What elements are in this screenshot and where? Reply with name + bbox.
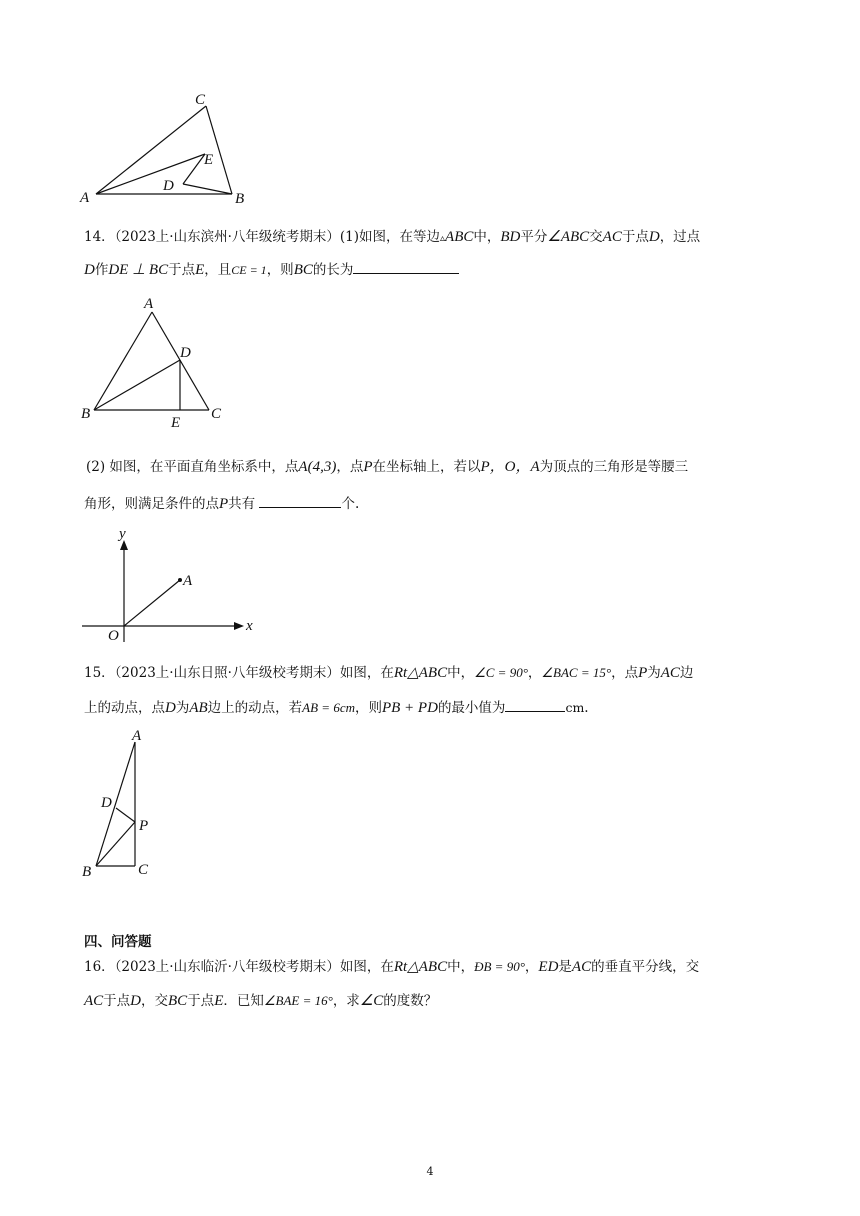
math-bc: BC: [168, 993, 188, 1009]
q15-line-1: [84, 663, 784, 683]
segment-ae: [96, 154, 205, 194]
segment-ac: [96, 106, 206, 194]
answer-blank-14-1[interactable]: [353, 259, 459, 274]
q16-text: 的垂直平分线，交: [591, 959, 700, 975]
label-x: x: [246, 618, 253, 634]
math-bd: BD: [500, 229, 521, 245]
label-e: E: [204, 152, 214, 168]
label-a: A: [80, 190, 90, 206]
math-d: D: [130, 993, 142, 1009]
math-p: P: [219, 496, 229, 512]
q15-text: 中，: [447, 665, 475, 681]
q14-text: 于点: [168, 262, 196, 278]
q14-text: 个.: [341, 496, 360, 512]
math-poa: P，O，A: [480, 459, 540, 475]
math-angle-b: ÐB = 90°: [474, 959, 525, 974]
q16-text: ，求: [332, 993, 360, 1009]
q14-text: 在坐标轴上，若以: [372, 459, 481, 475]
q14-text: ，过点: [659, 229, 701, 245]
section-heading: 四、问答题: [84, 934, 152, 950]
q14-text: 的长为: [312, 262, 354, 278]
q14-text: 共有: [228, 496, 256, 512]
math-angle-bac: ∠BAC = 15°: [541, 665, 612, 680]
q14-text: 作: [94, 262, 109, 278]
math-d: D: [648, 229, 660, 245]
math-abc: ABC: [445, 229, 474, 245]
segment-bd: [94, 360, 180, 410]
math-ac: AC: [571, 959, 592, 975]
q14-text: 交: [589, 229, 603, 245]
q16-text: 的度数？: [383, 993, 438, 1009]
q16-text: 如图，在: [339, 959, 394, 975]
segment-pb: [96, 822, 135, 866]
label-c: C: [195, 92, 206, 108]
math-e: E: [195, 262, 205, 278]
q16-text: 中，: [447, 959, 475, 975]
triangle-symbol: ▵: [440, 233, 446, 244]
math-d: D: [165, 700, 176, 716]
q14-text: 中，: [473, 229, 501, 245]
q14-source: （2023上·山东滨州·八年级统考期末）: [114, 229, 340, 245]
q15-text: ，: [527, 665, 542, 681]
math-angle-c: ∠C = 90°: [474, 665, 528, 680]
q16-text: 于点: [103, 993, 131, 1009]
q16-text: 是: [558, 959, 572, 975]
q14-text: 如图，在平面直角坐标系中，点: [109, 459, 299, 475]
math-point-a: A(4,3): [298, 459, 337, 475]
q14-text: 平分: [520, 229, 548, 245]
answer-blank-14-2[interactable]: [259, 493, 341, 508]
figure-equilateral-triangle: [78, 292, 228, 434]
math-ac: AC: [84, 993, 104, 1009]
label-a: A: [144, 296, 154, 312]
label-p: P: [139, 818, 149, 834]
page-number: 4: [426, 1165, 434, 1178]
q14-text: 如图，在等边: [359, 229, 441, 245]
q14-part2-line-1: [86, 457, 786, 477]
label-a: A: [132, 728, 142, 744]
q16-text: ，: [524, 959, 539, 975]
segment-cb: [206, 106, 232, 194]
math-p: P: [638, 665, 648, 681]
q14-text: 为顶点的三角形是等腰三: [539, 459, 689, 475]
q16-line-2: [84, 991, 784, 1011]
segment-db: [183, 184, 232, 194]
q15-text: 为: [647, 665, 661, 681]
q15-text: 为: [175, 700, 190, 716]
q14-text: ，则: [266, 262, 294, 278]
q16-line-1: [84, 957, 784, 977]
q14-part2-marker: (2): [86, 459, 106, 475]
segment-ab: [94, 312, 152, 410]
q15-text: 如图，在: [339, 665, 394, 681]
x-axis-arrow: [234, 622, 244, 630]
label-c: C: [138, 862, 149, 878]
figure-coordinate-axes: [78, 522, 263, 644]
q14-text: 角形，则满足条件的点: [84, 496, 219, 512]
q16-source: （2023上·山东临沂·八年级校考期末）: [114, 959, 340, 975]
label-d: D: [180, 345, 191, 361]
math-angle-abc: ∠ABC: [547, 229, 590, 245]
point-a-dot: [178, 578, 182, 582]
q14-part2-line-2: [84, 493, 784, 514]
q16-text: ，交: [141, 993, 169, 1009]
label-y: y: [119, 526, 126, 542]
label-d: D: [101, 795, 112, 811]
label-o: O: [108, 628, 119, 644]
math-pb-plus-pd: PB + PD: [381, 700, 438, 716]
math-p: P: [363, 459, 373, 475]
figure-right-triangle: [78, 724, 168, 884]
label-b: B: [235, 191, 245, 207]
q15-text: ，点: [611, 665, 639, 681]
q15-text: 边: [679, 665, 694, 681]
answer-blank-15[interactable]: [505, 697, 565, 712]
q15-text: 上的动点，点: [84, 700, 165, 716]
q15-text: 边上的动点，若: [207, 700, 303, 716]
q16-text: 于点: [187, 993, 215, 1009]
q14-line-2: [84, 259, 784, 280]
math-rt-abc: Rt△ABC: [393, 959, 448, 975]
segment-dp: [116, 808, 135, 822]
figure-triangle-abc-ed: [76, 86, 256, 208]
q15-text: 的最小值为: [437, 700, 506, 716]
q15-text: ，则: [354, 700, 382, 716]
q15-line-2: [84, 697, 784, 718]
label-b: B: [81, 406, 91, 422]
label-b: B: [82, 864, 92, 880]
math-ab-eq: AB = 6cm: [302, 700, 355, 715]
math-ac: AC: [602, 229, 622, 245]
math-angle-c: ∠C: [359, 993, 384, 1009]
q15-source: （2023上·山东日照·八年级校考期末）: [114, 665, 340, 681]
q16-number: 16．: [84, 959, 115, 975]
math-ed: ED: [538, 959, 559, 975]
label-c: C: [211, 406, 222, 422]
label-e: E: [171, 415, 181, 431]
math-ac: AC: [660, 665, 680, 681]
q14-number: 14．: [84, 229, 115, 245]
label-d: D: [163, 178, 174, 194]
math-ce-eq: CE = 1: [231, 263, 267, 277]
q15-number: 15．: [84, 665, 115, 681]
math-rt-abc: Rt△ABC: [393, 665, 448, 681]
q15-text: .: [584, 700, 589, 716]
q14-text: ，点: [336, 459, 364, 475]
math-ab: AB: [189, 700, 208, 716]
math-d: D: [84, 262, 95, 278]
math-bc: BC: [293, 262, 313, 278]
q14-part1-marker: (1): [339, 229, 360, 245]
unit-cm: cm: [565, 700, 585, 715]
math-e: E: [214, 993, 224, 1009]
math-de-perp-bc: DE ⊥ BC: [108, 262, 169, 278]
q14-text: ，且: [204, 262, 232, 278]
q16-text: ．已知: [223, 993, 264, 1009]
math-angle-bae: ∠BAE = 16°: [263, 993, 333, 1008]
q14-text: 于点: [621, 229, 649, 245]
q14-line-1: [84, 227, 784, 249]
label-a: A: [183, 573, 193, 589]
segment-oa: [124, 580, 180, 626]
